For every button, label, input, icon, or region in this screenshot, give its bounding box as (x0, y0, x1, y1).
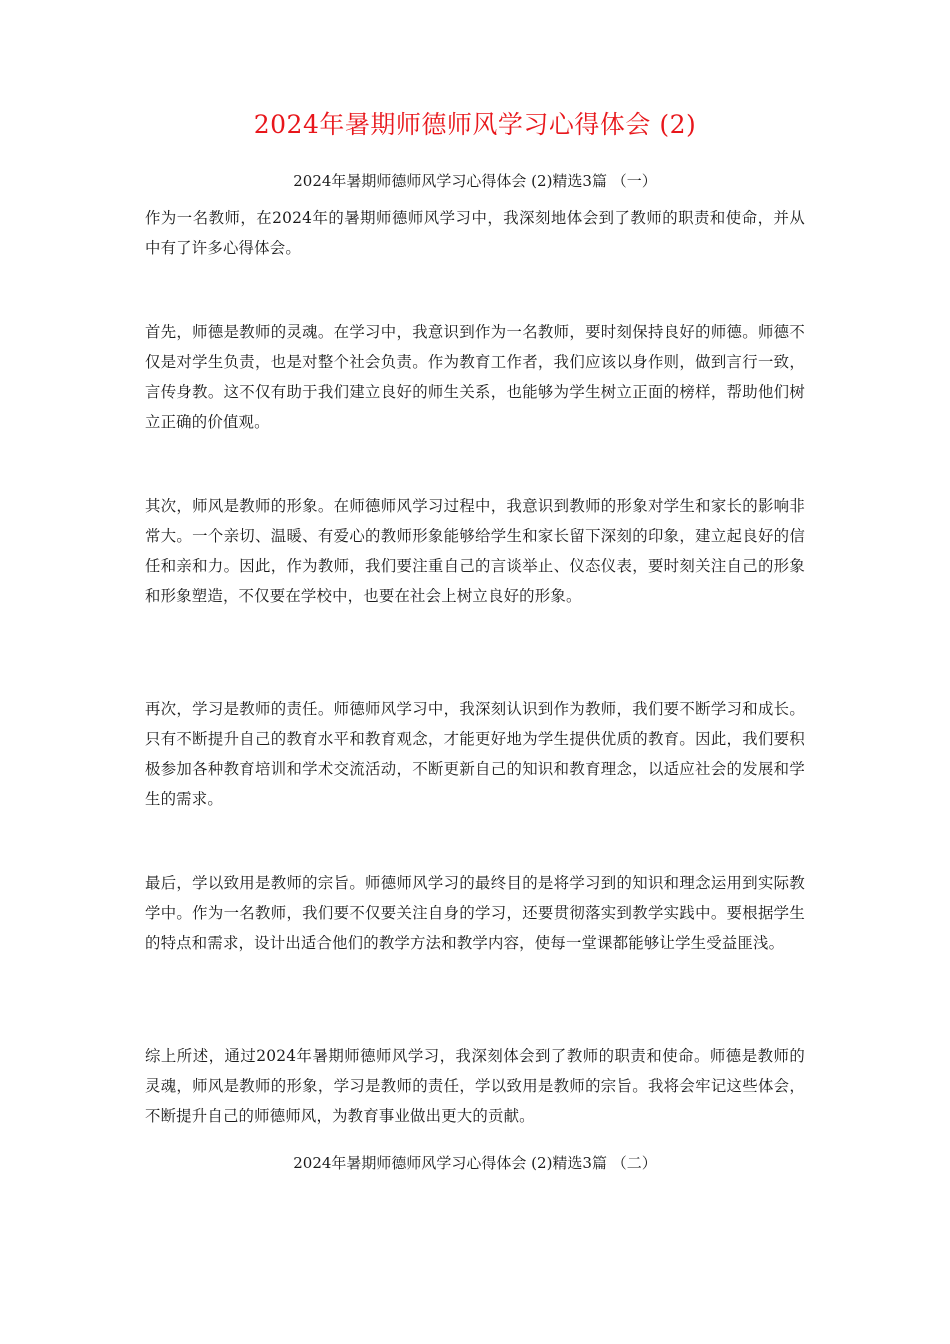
paragraph-block-1 (145, 203, 805, 263)
paragraph-first: 首先，师德是教师的灵魂。在学习中，我意识到作为一名教师，要时刻保持良好的师德。师德不仅是对学生负责，也是对整个社会负责。作为教育工作者，我们应该以身作则，做到言行一致，言传身教。这不仅有助于我们建立良好的师生关系，也能够为学生树立正面的榜样，帮助他们树立正确的价值观。 (145, 323, 805, 431)
section-heading-2: 2024年暑期师德师风学习心得体会 (2)精选3篇 （二） (293, 1154, 657, 1172)
paragraph-block-2 (145, 317, 805, 437)
paragraph-block-3 (145, 491, 805, 611)
paragraph-block-5 (145, 868, 805, 958)
paragraph-block-6 (145, 1041, 805, 1131)
paragraph-third: 再次，学习是教师的责任。师德师风学习中，我深刻认识到作为教师，我们要不断学习和成长。只有不断提升自己的教育水平和教育观念，才能更好地为学生提供优质的教育。因此，我们要积极参加各种教育培训和学术交流活动，不断更新自己的知识和教育理念，以适应社会的发展和学生的需求。 (145, 700, 805, 808)
document-title: 2024年暑期师德师风学习心得体会 (2) (253, 110, 697, 139)
paragraph-conclusion: 综上所述，通过2024年暑期师德师风学习，我深刻体会到了教师的职责和使命。师德是教师的灵魂，师风是教师的形象，学习是教师的责任，学以致用是教师的宗旨。我将会牢记这些体会，不断提升自己的师德师风，为教育事业做出更大的贡献。 (145, 1047, 805, 1125)
paragraph-block-4 (145, 694, 805, 814)
section-heading-1: 2024年暑期师德师风学习心得体会 (2)精选3篇 （一） (293, 172, 657, 190)
paragraph-fourth: 最后，学以致用是教师的宗旨。师德师风学习的最终目的是将学习到的知识和理念运用到实际教学中。作为一名教师，我们要不仅要关注自身的学习，还要贯彻落实到教学实践中。要根据学生的特点和需求，设计出适合他们的教学方法和教学内容，使每一堂课都能够让学生受益匪浅。 (145, 874, 805, 952)
paragraph-second: 其次，师风是教师的形象。在师德师风学习过程中，我意识到教师的形象对学生和家长的影响非常大。一个亲切、温暖、有爱心的教师形象能够给学生和家长留下深刻的印象，建立起良好的信任和亲和力。因此，作为教师，我们要注重自己的言谈举止、仪态仪表，要时刻关注自己的形象和形象塑造，不仅要在学校中，也要在社会上树立良好的形象。 (145, 497, 805, 605)
paragraph-intro: 作为一名教师，在2024年的暑期师德师风学习中，我深刻地体会到了教师的职责和使命，并从中有了许多心得体会。 (145, 209, 805, 257)
